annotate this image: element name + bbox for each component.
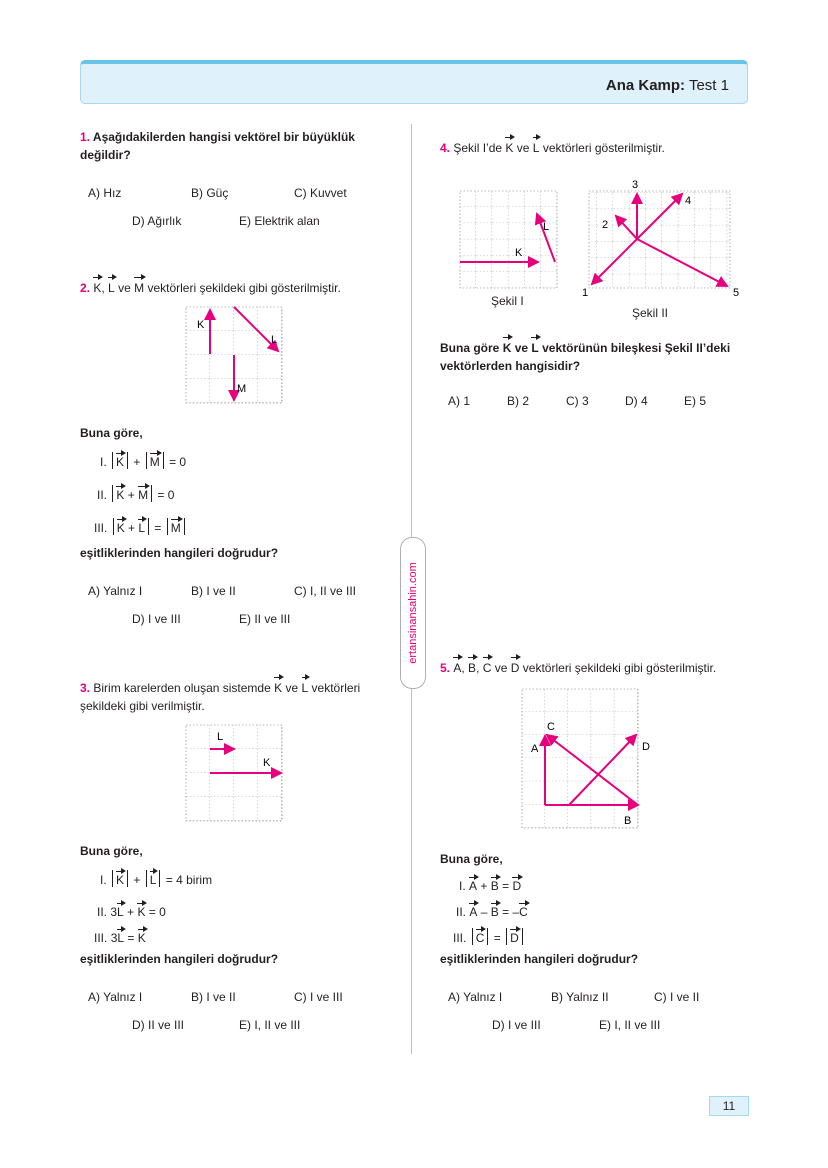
q3-ask: eşitliklerinden hangileri doğrudur?	[80, 952, 279, 966]
q2-option-c[interactable]: C) I, II ve III	[294, 584, 357, 598]
q1-option-d[interactable]: D) Ağırlık	[132, 214, 182, 228]
question-1: 1. Aşağıdakilerden hangisi vektörel bir büyüklük değildir?	[80, 130, 355, 162]
q4-fig1-label-k: K	[515, 247, 523, 259]
q2-label-m: M	[237, 383, 247, 395]
page-number: 11	[709, 1096, 749, 1116]
test-title: Ana Kamp: Test 1	[605, 77, 729, 94]
q5-lead: Buna göre,	[440, 852, 503, 866]
q1-option-b[interactable]: B) Güç	[191, 186, 229, 200]
q2-figure	[185, 306, 283, 404]
q3-option-d[interactable]: D) II ve III	[132, 1018, 185, 1032]
header-bar	[80, 60, 748, 104]
q4-number-3: 3	[632, 179, 639, 191]
q2-option-e[interactable]: E) II ve III	[239, 612, 291, 626]
q4-number-2: 2	[602, 219, 609, 231]
q5-option-e[interactable]: E) I, II ve III	[599, 1018, 661, 1032]
q5-statement-2: II. A – B = –C	[456, 902, 528, 919]
q5-option-a[interactable]: A) Yalnız I	[448, 990, 503, 1004]
q4-option-d[interactable]: D) 4	[625, 394, 648, 408]
q2-label-l: L	[271, 334, 278, 346]
q2-label-k: K	[197, 319, 205, 331]
q2-option-b[interactable]: B) I ve II	[191, 584, 236, 598]
q3-statement-2: II. 3L + K = 0	[97, 902, 166, 919]
q3-lead: Buna göre,	[80, 844, 143, 858]
q4-option-e[interactable]: E) 5	[684, 394, 707, 408]
q4-number-1: 1	[582, 287, 589, 299]
q2-lead: Buna göre,	[80, 426, 143, 440]
q5-option-d[interactable]: D) I ve III	[492, 1018, 541, 1032]
q4-fig1-caption: Şekil I	[491, 294, 524, 308]
q5-statement-1: I. A + B = D	[459, 876, 521, 893]
q5-label-c: C	[547, 721, 555, 733]
q4-figure-2	[580, 176, 746, 298]
q3-statement-3: III. 3L = K	[94, 928, 146, 945]
q2-statement-3: III. K + L = M	[94, 518, 187, 535]
q5-label-a: A	[531, 743, 539, 755]
q4-fig2-caption: Şekil II	[632, 306, 669, 320]
q3-option-e[interactable]: E) I, II ve III	[239, 1018, 301, 1032]
question-5: 5. A, B, C ve D vektörleri şekildeki gibi gösterilmiştir.	[440, 656, 716, 677]
q3-option-c[interactable]: C) I ve III	[294, 990, 343, 1004]
question-3: 3. Birim karelerden oluşan sistemde K ve L vektörleri şekildeki gibi verilmiştir.	[80, 676, 390, 715]
q5-option-c[interactable]: C) I ve II	[654, 990, 700, 1004]
q4-number-5: 5	[733, 287, 740, 299]
q5-option-b[interactable]: B) Yalnız II	[551, 990, 609, 1004]
q3-label-k: K	[263, 757, 271, 769]
q1-option-a[interactable]: A) Hız	[88, 186, 122, 200]
q2-ask: eşitliklerinden hangileri doğrudur?	[80, 546, 279, 560]
q1-option-c[interactable]: C) Kuvvet	[294, 186, 347, 200]
q3-label-l: L	[217, 731, 224, 743]
brand-watermark: ertansinansahin.com	[400, 537, 426, 689]
q2-statement-2: II. K + M = 0	[97, 485, 174, 502]
q5-label-b: B	[624, 815, 632, 827]
q4-ask: Buna göre K ve L vektörünün bileşkesi Şekil II’deki vektörlerden hangisidir?	[440, 336, 750, 375]
q3-figure	[185, 724, 283, 822]
q4-option-b[interactable]: B) 2	[507, 394, 530, 408]
q1-option-e[interactable]: E) Elektrik alan	[239, 214, 320, 228]
q2-option-a[interactable]: A) Yalnız I	[88, 584, 143, 598]
q3-option-a[interactable]: A) Yalnız I	[88, 990, 143, 1004]
q4-option-c[interactable]: C) 3	[566, 394, 589, 408]
q4-fig1-label-l: L	[543, 221, 550, 233]
question-4: 4. Şekil I’de K ve L vektörleri gösterilmiştir.	[440, 136, 665, 157]
q2-statement-1: I. K + M = 0	[100, 452, 186, 469]
q2-option-d[interactable]: D) I ve III	[132, 612, 181, 626]
q4-option-a[interactable]: A) 1	[448, 394, 471, 408]
question-2: 2. K, L ve M vektörleri şekildeki gibi gösterilmiştir.	[80, 276, 341, 297]
q4-figure-1	[459, 190, 559, 290]
q5-statement-3: III. C = D	[453, 928, 525, 945]
q5-label-d: D	[642, 741, 650, 753]
q5-ask: eşitliklerinden hangileri doğrudur?	[440, 952, 639, 966]
q3-statement-1: I. K + L = 4 birim	[100, 870, 212, 887]
q3-option-b[interactable]: B) I ve II	[191, 990, 236, 1004]
q5-figure	[521, 688, 650, 830]
q4-number-4: 4	[685, 195, 692, 207]
